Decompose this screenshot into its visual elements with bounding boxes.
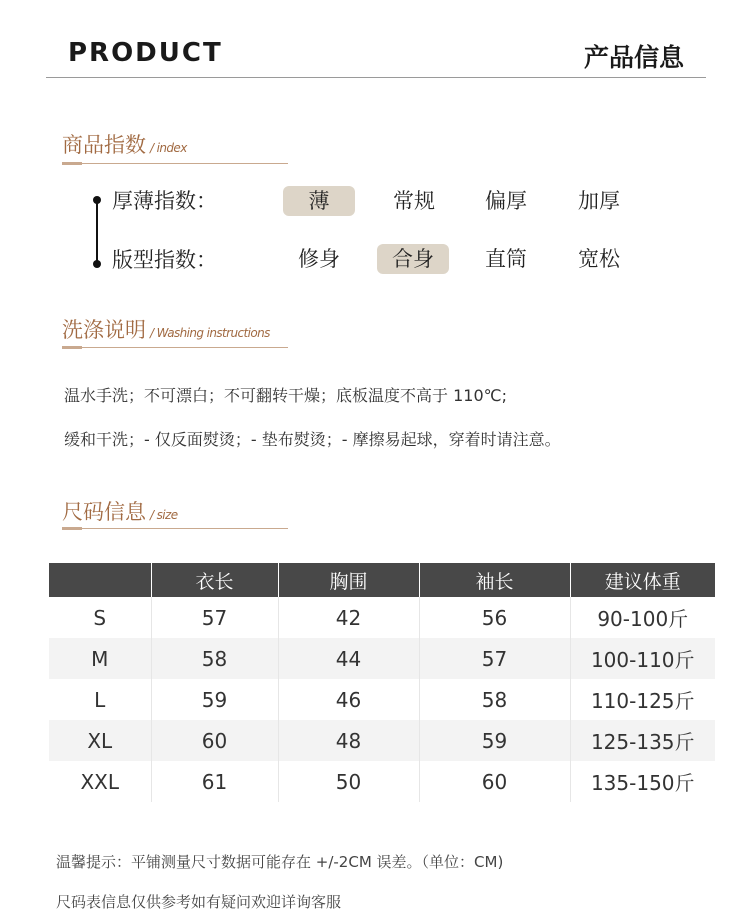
- size-header-weight: 建议体重: [570, 563, 715, 597]
- thickness-option-thin: 薄: [283, 186, 355, 216]
- fit-option-regular: 合身: [377, 244, 449, 274]
- size-cell: S: [93, 605, 107, 630]
- size-cell: 61: [151, 761, 278, 802]
- size-header-blank: [49, 563, 151, 597]
- size-cell: 57: [419, 638, 570, 679]
- size-cell: 59: [151, 679, 278, 720]
- size-header-chest: 胸围: [278, 563, 419, 597]
- size-cell: 60: [151, 720, 278, 761]
- size-cell: 48: [278, 720, 419, 761]
- size-header-length: 衣长: [151, 563, 278, 597]
- reference-note: 尺码表信息仅供参考如有疑问欢迎详询客服: [56, 893, 342, 911]
- table-row: [49, 720, 715, 761]
- size-cell: 50: [278, 761, 419, 802]
- index-section-heading: [62, 129, 187, 159]
- size-cell: 57: [151, 597, 278, 638]
- thickness-option-extra-thick: 加厚: [578, 189, 620, 213]
- size-cell: 100-110斤: [570, 638, 715, 679]
- size-cell: M: [49, 638, 151, 679]
- table-row: [49, 597, 715, 638]
- size-cell: XXL: [80, 769, 120, 794]
- fit-option-slim: 修身: [298, 247, 340, 271]
- size-section-title: 尺码信息: [62, 500, 146, 524]
- size-cell: 42: [278, 597, 419, 638]
- washing-section-underline: [62, 347, 288, 348]
- bullet-connector: [96, 200, 98, 264]
- bullet-dot: [93, 260, 101, 268]
- thickness-option-regular: 常规: [393, 189, 435, 213]
- size-cell: 60: [419, 761, 570, 802]
- washing-instruction-line: 温水手洗；不可漂白；不可翻转干燥；底板温度不高于 110℃;: [64, 386, 507, 405]
- washing-instruction-line: 缓和干洗；- 仅反面熨烫；- 垫布熨烫；- 摩擦易起球，穿着时请注意。: [64, 430, 561, 449]
- thickness-index-label: 厚薄指数：: [112, 189, 217, 213]
- size-cell: L: [94, 687, 106, 712]
- index-section-title: 商品指数: [62, 133, 146, 157]
- size-cell: 90-100斤: [570, 597, 715, 638]
- table-row: [49, 761, 715, 802]
- washing-section-title: 洗涤说明: [62, 318, 146, 342]
- size-cell: 58: [151, 638, 278, 679]
- table-row: [49, 638, 715, 679]
- header-title-cn: 产品信息: [583, 43, 684, 72]
- size-cell: XL: [49, 720, 151, 761]
- measurement-tip: 温馨提示：平铺测量尺寸数据可能存在 +/-2CM 误差。（单位：CM): [56, 853, 504, 871]
- washing-section-accent: [62, 346, 82, 349]
- washing-section-subtitle: / Washing instructions: [150, 326, 270, 340]
- size-section-heading: [62, 496, 178, 526]
- size-table: [49, 563, 715, 802]
- size-header-sleeve: 袖长: [419, 563, 570, 597]
- header-title-en: PRODUCT: [68, 38, 223, 68]
- washing-section-heading: [62, 314, 270, 344]
- size-section-underline: [62, 528, 288, 529]
- size-section-accent: [62, 527, 82, 530]
- index-section-accent: [62, 162, 82, 165]
- index-section-subtitle: / index: [150, 141, 187, 155]
- thickness-option-thick: 偏厚: [485, 189, 527, 213]
- size-table-header-row: [49, 563, 715, 597]
- size-cell: 46: [278, 679, 419, 720]
- size-section-subtitle: / size: [150, 508, 178, 522]
- fit-index-label: 版型指数：: [112, 248, 217, 272]
- fit-option-loose: 宽松: [578, 247, 620, 271]
- size-cell: 44: [278, 638, 419, 679]
- size-cell: 125-135斤: [570, 720, 715, 761]
- size-cell: 59: [419, 720, 570, 761]
- fit-option-straight: 直筒: [485, 247, 527, 271]
- size-cell: 135-150斤: [570, 761, 715, 802]
- size-cell: 110-125斤: [570, 679, 715, 720]
- size-cell: 56: [419, 597, 570, 638]
- index-section-underline: [62, 163, 288, 164]
- size-cell: 58: [419, 679, 570, 720]
- header-divider: [46, 77, 706, 78]
- table-row: [49, 679, 715, 720]
